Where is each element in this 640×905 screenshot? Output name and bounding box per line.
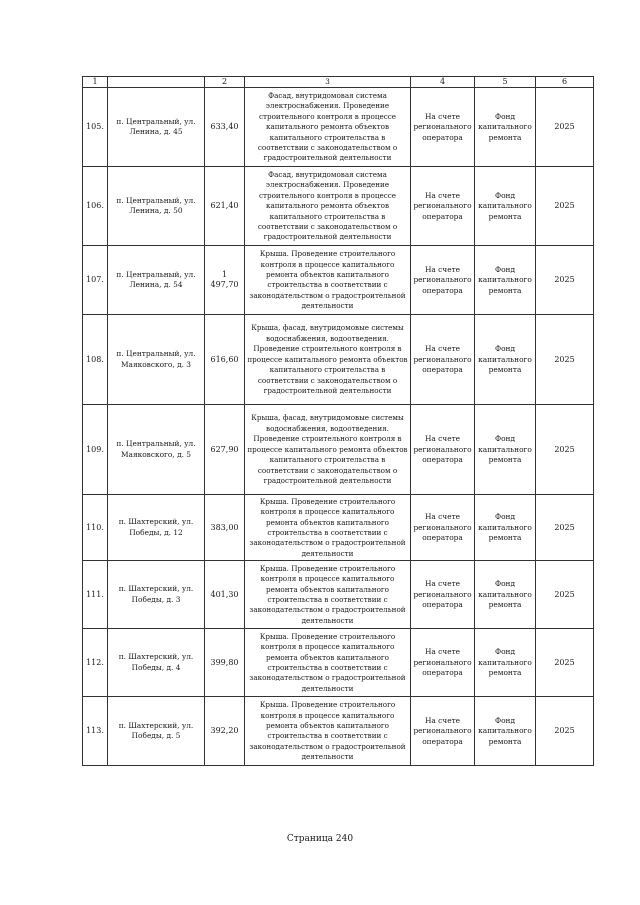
row-funding-account: На счете регионального оператора [411, 315, 475, 405]
row-work-description: Фасад, внутридомовая система электроснабжения. Проведение строительного контроля в процессе капитального ремонта объектов капитального строительства в соответствии с законодательством о градостроительной деятельности [245, 88, 411, 167]
row-area: 401,30 [205, 561, 245, 629]
table-row [83, 88, 594, 167]
row-work-description: Крыша. Проведение строительного контроля в процессе капитального ремонта объектов капитального строительства в соответствии с законодательством о градостроительной деятельности [245, 697, 411, 766]
row-funding-account: На счете регионального оператора [411, 561, 475, 629]
row-funding-account: На счете регионального оператора [411, 697, 475, 766]
table-row [83, 629, 594, 697]
row-fund: Фонд капитального ремонта [475, 167, 536, 246]
row-year: 2025 [536, 697, 594, 766]
row-funding-account: На счете регионального оператора [411, 495, 475, 561]
row-funding-account: На счете регионального оператора [411, 246, 475, 315]
row-funding-account: На счете регионального оператора [411, 167, 475, 246]
row-address: п. Шахтерский, ул. Победы, д. 3 [108, 561, 205, 629]
row-fund: Фонд капитального ремонта [475, 88, 536, 167]
row-funding-account: На счете регионального оператора [411, 629, 475, 697]
row-area: 621,40 [205, 167, 245, 246]
row-number: 111. [83, 561, 108, 629]
table-row [83, 561, 594, 629]
row-work-description: Крыша. Проведение строительного контроля в процессе капитального ремонта объектов капитального строительства в соответствии с законодательством о градостроительной деятельности [245, 561, 411, 629]
row-fund: Фонд капитального ремонта [475, 495, 536, 561]
row-work-description: Крыша. Проведение строительного контроля в процессе капитального ремонта объектов капитального строительства в соответствии с законодательством о градостроительной деятельности [245, 246, 411, 315]
row-address: п. Центральный, ул. Маяковского, д. 3 [108, 315, 205, 405]
table-row [83, 315, 594, 405]
row-funding-account: На счете регионального оператора [411, 405, 475, 495]
table-row [83, 495, 594, 561]
column-number-row [83, 77, 594, 88]
row-fund: Фонд капитального ремонта [475, 561, 536, 629]
row-year: 2025 [536, 495, 594, 561]
page-number: Страница 240 [286, 834, 354, 844]
repair-schedule-table [82, 76, 594, 766]
row-work-description: Крыша, фасад, внутридомовые системы водоснабжения, водоотведения. Проведение строительного контроля в процессе капитального ремонта объектов капитального строительства в соответствии с законодательством о градостроительной деятельности [245, 315, 411, 405]
table-row [83, 167, 594, 246]
row-number: 106. [83, 167, 108, 246]
column-number-5: 5 [475, 77, 536, 88]
row-address: п. Шахтерский, ул. Победы, д. 4 [108, 629, 205, 697]
row-address: п. Центральный, ул. Ленина, д. 54 [108, 246, 205, 315]
row-area: 392,20 [205, 697, 245, 766]
column-number-3: 3 [245, 77, 411, 88]
row-fund: Фонд капитального ремонта [475, 697, 536, 766]
row-fund: Фонд капитального ремонта [475, 629, 536, 697]
row-area: 627,90 [205, 405, 245, 495]
column-number-1: 1 [83, 77, 108, 88]
row-area: 383,00 [205, 495, 245, 561]
row-address: п. Центральный, ул. Ленина, д. 45 [108, 88, 205, 167]
column-number-1b [108, 77, 205, 88]
column-number-4: 4 [411, 77, 475, 88]
row-funding-account: На счете регионального оператора [411, 88, 475, 167]
row-work-description: Крыша. Проведение строительного контроля в процессе капитального ремонта объектов капитального строительства в соответствии с законодательством о градостроительной деятельности [245, 629, 411, 697]
row-work-description: Фасад, внутридомовая система электроснабжения. Проведение строительного контроля в процессе капитального ремонта объектов капитального строительства в соответствии с законодательством о градостроительной деятельности [245, 167, 411, 246]
row-fund: Фонд капитального ремонта [475, 315, 536, 405]
row-number: 105. [83, 88, 108, 167]
row-number: 110. [83, 495, 108, 561]
row-address: п. Шахтерский, ул. Победы, д. 12 [108, 495, 205, 561]
table-row [83, 246, 594, 315]
column-number-2: 2 [205, 77, 245, 88]
row-fund: Фонд капитального ремонта [475, 246, 536, 315]
row-year: 2025 [536, 315, 594, 405]
row-address: п. Шахтерский, ул. Победы, д. 5 [108, 697, 205, 766]
row-area: 616,60 [205, 315, 245, 405]
row-number: 112. [83, 629, 108, 697]
table-body [83, 88, 594, 766]
row-work-description: Крыша. Проведение строительного контроля в процессе капитального ремонта объектов капитального строительства в соответствии с законодательством о градостроительной деятельности [245, 495, 411, 561]
row-area: 399,80 [205, 629, 245, 697]
row-number: 107. [83, 246, 108, 315]
row-address: п. Центральный, ул. Маяковского, д. 5 [108, 405, 205, 495]
row-year: 2025 [536, 88, 594, 167]
row-address: п. Центральный, ул. Ленина, д. 50 [108, 167, 205, 246]
row-number: 113. [83, 697, 108, 766]
row-year: 2025 [536, 405, 594, 495]
row-fund: Фонд капитального ремонта [475, 405, 536, 495]
row-work-description: Крыша, фасад, внутридомовые системы водоснабжения, водоотведения. Проведение строительного контроля в процессе капитального ремонта объектов капитального строительства в соответствии с законодательством о градостроительной деятельности [245, 405, 411, 495]
row-area: 1 497,70 [205, 246, 245, 315]
row-number: 109. [83, 405, 108, 495]
column-number-6: 6 [536, 77, 594, 88]
row-year: 2025 [536, 167, 594, 246]
row-year: 2025 [536, 561, 594, 629]
table-row [83, 697, 594, 766]
row-year: 2025 [536, 629, 594, 697]
row-number: 108. [83, 315, 108, 405]
row-year: 2025 [536, 246, 594, 315]
row-area: 633,40 [205, 88, 245, 167]
table-row [83, 405, 594, 495]
